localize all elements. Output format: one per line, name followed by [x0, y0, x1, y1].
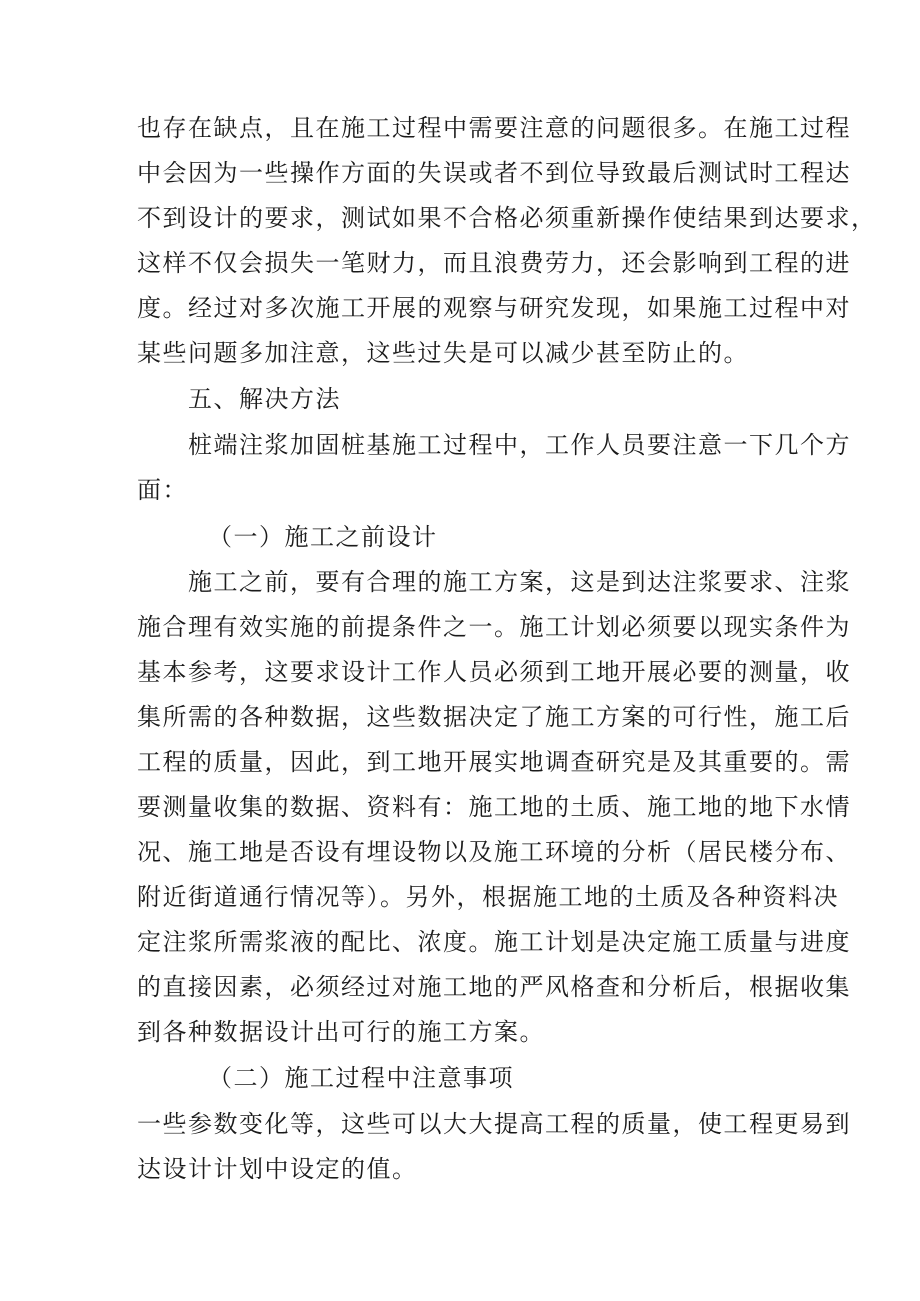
paragraph-line: 定注浆所需浆液的配比、浓度。施工计划是决定施工质量与进度: [137, 928, 851, 956]
paragraph-line: 工程的质量，因此，到工地开展实地调查研究是及其重要的。需: [137, 748, 851, 776]
paragraph-line: 达设计计划中设定的值。: [137, 1155, 418, 1183]
paragraph-line: 施工之前，要有合理的施工方案，这是到达注浆要求、注浆: [188, 568, 851, 596]
paragraph-line: 中会因为一些操作方面的失误或者不到位导致最后测试时工程达: [137, 159, 851, 187]
paragraph-line: 要测量收集的数据、资料有：施工地的土质、施工地的地下水情: [137, 793, 851, 821]
paragraph-line: 基本参考，这要求设计工作人员必须到工地开展必要的测量，收: [137, 658, 851, 686]
paragraph-line: 集所需的各种数据，这些数据决定了施工方案的可行性，施工后: [137, 703, 851, 731]
paragraph-line: 面：: [137, 476, 188, 504]
section-heading: 五、解决方法: [188, 385, 341, 413]
paragraph-line: 一些参数变化等，这些可以大大提高工程的质量，使工程更易到: [137, 1110, 851, 1138]
paragraph-line: 这样不仅会损失一笔财力，而且浪费劳力，还会影响到工程的进: [137, 249, 851, 277]
paragraph-line: 也存在缺点，且在施工过程中需要注意的问题很多。在施工过程: [137, 114, 851, 142]
paragraph-line: 不到设计的要求，测试如果不合格必须重新操作使结果到达要求，: [137, 204, 877, 232]
paragraph-line: 况、施工地是否设有埋设物以及施工环境的分析（居民楼分布、: [137, 838, 851, 866]
paragraph-line: 附近街道通行情况等）。另外，根据施工地的土质及各种资料决: [137, 883, 839, 911]
subsection-heading: （一）施工之前设计: [208, 523, 438, 551]
paragraph-line: 到各种数据设计出可行的施工方案。: [137, 1018, 545, 1046]
paragraph-line: 桩端注浆加固桩基施工过程中，工作人员要注意一下几个方: [188, 431, 851, 459]
paragraph-line: 的直接因素，必须经过对施工地的严风格查和分析后，根据收集: [137, 973, 851, 1001]
paragraph-line: 施合理有效实施的前提条件之一。施工计划必须要以现实条件为: [137, 613, 851, 641]
paragraph-line: 某些问题多加注意，这些过失是可以减少甚至防止的。: [137, 339, 749, 367]
subsection-heading: （二）施工过程中注意事项: [208, 1064, 514, 1092]
paragraph-line: 度。经过对多次施工开展的观察与研究发现，如果施工过程中对: [137, 294, 851, 322]
